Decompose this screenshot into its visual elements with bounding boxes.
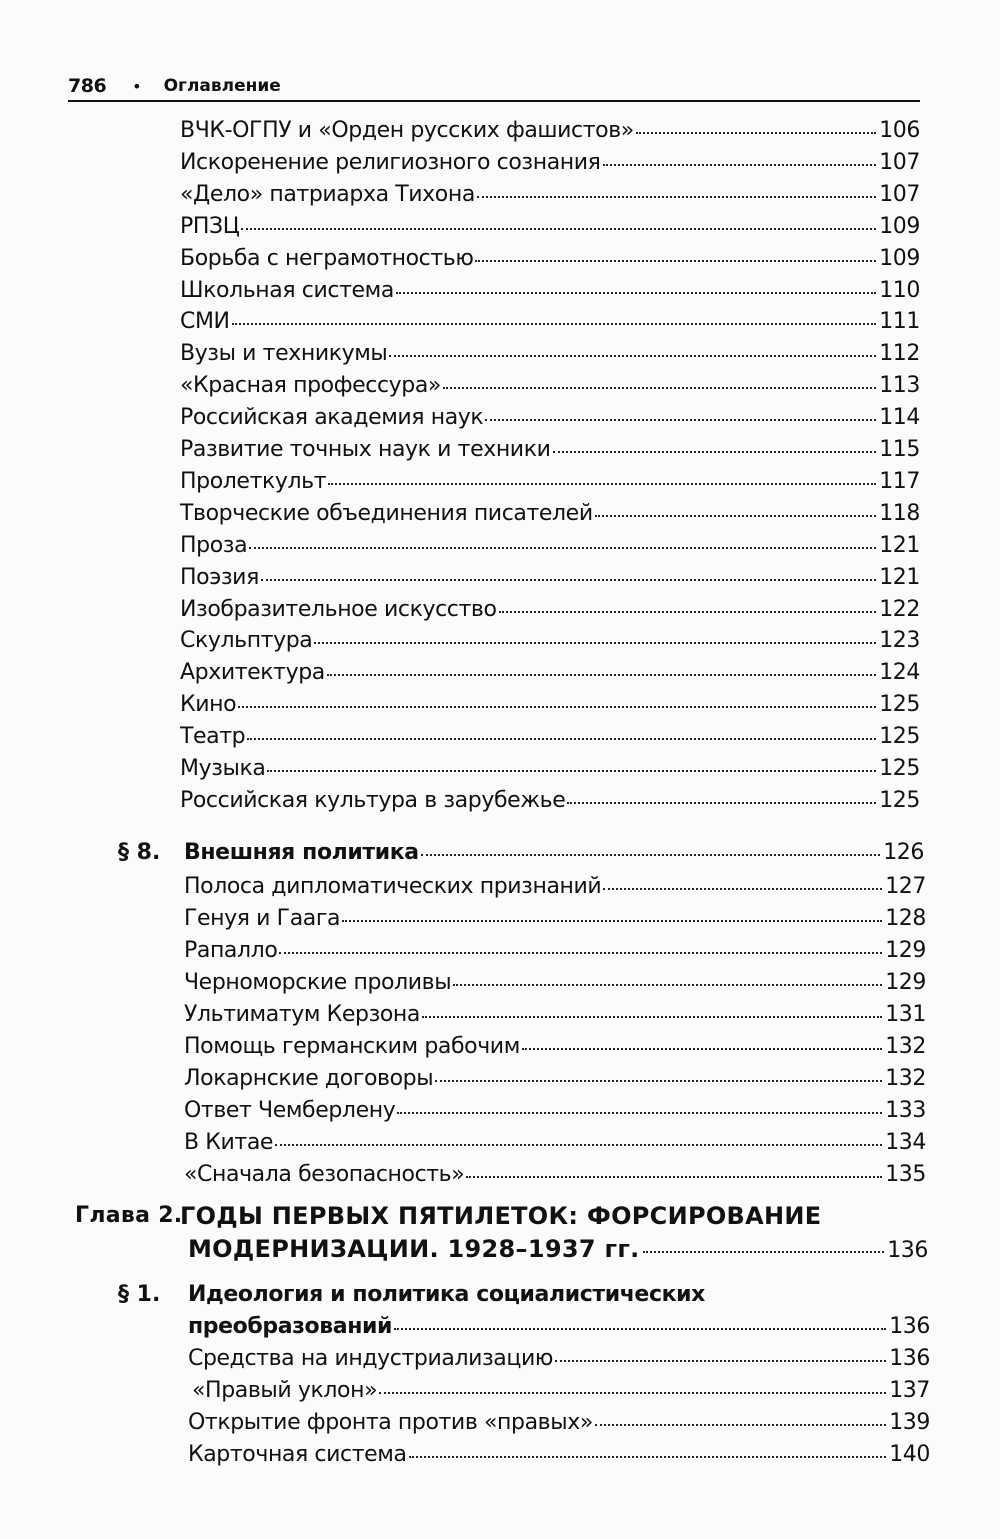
toc-entry-page: 127 (885, 874, 926, 899)
toc-entry (184, 936, 926, 966)
toc-entry-title: В Китае (184, 1130, 274, 1155)
toc-entry (180, 467, 920, 497)
toc-dot-leader (261, 579, 876, 581)
toc-dot-leader (499, 611, 877, 613)
toc-dot-leader (241, 228, 876, 230)
toc-entry (184, 1160, 926, 1190)
toc-dot-leader (397, 1112, 882, 1114)
toc-entry (184, 1096, 926, 1126)
toc-entry-title: Школьная система (180, 277, 394, 303)
toc-dot-leader (232, 323, 877, 325)
toc-entry-page: 111 (879, 309, 920, 335)
toc-dot-leader (453, 984, 882, 986)
toc-entry (184, 1064, 926, 1094)
toc-entry-title: Средства на индустриализацию (188, 1346, 553, 1371)
chapter-title-line (188, 1233, 928, 1267)
toc-entry-title: Искоренение религиозного сознания (180, 149, 601, 175)
toc-dot-leader (328, 483, 876, 485)
toc-entry-page: 136 (889, 1346, 930, 1371)
toc-entry-title: Российская культура в зарубежье (180, 787, 566, 813)
toc-dot-leader (553, 451, 877, 453)
toc-dot-leader (275, 1144, 882, 1146)
header-section-title: Оглавление (163, 76, 281, 96)
toc-dot-leader (603, 164, 877, 166)
toc-entry-title: преобразований (188, 1314, 393, 1339)
toc-entry (180, 690, 920, 720)
toc-dot-leader (238, 706, 876, 708)
toc-entry (184, 1032, 926, 1062)
toc-dot-leader (643, 1251, 885, 1253)
toc-entry-page: 107 (879, 149, 920, 175)
toc-dot-leader (522, 1048, 882, 1050)
toc-dot-leader (267, 770, 876, 772)
toc-entry-title: Помощь германским рабочим (184, 1034, 520, 1059)
toc-entry-page: 121 (879, 532, 920, 558)
toc-entry-page: 106 (879, 118, 920, 143)
toc-entry-title: Проза (180, 532, 248, 558)
toc-entry-page: 128 (885, 906, 926, 931)
section-title-line: Идеология и политика социалистических (188, 1282, 705, 1307)
toc-dot-leader (466, 1176, 882, 1178)
toc-entry-title: Скульптура (180, 628, 313, 654)
toc-entry (188, 1440, 930, 1470)
toc-entry (180, 531, 920, 561)
toc-entry-page: 137 (889, 1378, 930, 1403)
toc-entry-title: Полоса дипломатических признаний (184, 874, 602, 899)
toc-dot-leader (636, 132, 876, 134)
toc-entry (180, 339, 920, 369)
toc-entry (180, 563, 920, 593)
toc-entry-title: Карточная система (188, 1442, 407, 1467)
toc-entry-title: Борьба с неграмотностью (180, 245, 474, 271)
toc-entry-page: 124 (879, 660, 920, 686)
toc-entry-page: 129 (885, 970, 926, 995)
toc-entry-title: Кино (180, 692, 237, 718)
toc-entry (192, 1376, 930, 1406)
toc-entry (184, 968, 926, 998)
toc-dot-leader (279, 952, 882, 954)
toc-dot-leader (603, 888, 882, 890)
toc-dot-leader (595, 1424, 886, 1426)
toc-entry-page: 133 (885, 1098, 926, 1123)
toc-entry (180, 180, 920, 210)
toc-entry-title: Вузы и техникумы (180, 341, 388, 367)
toc-dot-leader (475, 260, 876, 262)
toc-entry-page: 132 (885, 1034, 926, 1059)
toc-entry-title: Российская академия наук (180, 405, 484, 431)
toc-dot-leader (567, 802, 876, 804)
toc-entry-title: Рапалло (184, 938, 278, 963)
header-bullet: • (132, 76, 142, 96)
toc-entry-page: 122 (879, 596, 920, 622)
toc-dot-leader (595, 515, 876, 517)
toc-entry-page: 129 (885, 938, 926, 963)
toc-entry (180, 371, 920, 401)
toc-entry (180, 244, 920, 274)
toc-entry (180, 786, 920, 816)
toc-entry-page: 112 (879, 341, 920, 367)
toc-entry-title: СМИ (180, 309, 230, 335)
chapter-page: 136 (887, 1238, 928, 1263)
toc-entry-title: Театр (180, 724, 246, 750)
toc-entry-title: Изобразительное искусство (180, 596, 497, 622)
toc-entry-page: 134 (885, 1130, 926, 1155)
toc-entry (180, 116, 920, 146)
chapter-title-text: МОДЕРНИЗАЦИИ. 1928–1937 гг. (188, 1235, 640, 1263)
toc-dot-leader (247, 738, 876, 740)
toc-dot-leader (435, 1080, 882, 1082)
toc-entry (184, 904, 926, 934)
toc-entry (184, 872, 926, 902)
toc-entry-title: Архитектура (180, 660, 325, 686)
toc-entry-page: 113 (879, 373, 920, 399)
toc-dot-leader (485, 419, 876, 421)
toc-entry (180, 276, 920, 306)
toc-entry-title: Открытие фронта против «правых» (188, 1410, 593, 1435)
page-number: 786 (68, 75, 107, 97)
toc-entry-page: 132 (885, 1066, 926, 1091)
toc-entry-page: 125 (879, 756, 920, 781)
toc-entry-page: 109 (879, 245, 920, 271)
toc-entry-title: «Красная профессура» (180, 373, 441, 399)
toc-dot-leader (422, 1016, 882, 1018)
toc-entry-page: 109 (879, 213, 920, 239)
toc-entry-page: 140 (889, 1442, 930, 1467)
toc-entry-title: Музыка (180, 756, 266, 781)
toc-dot-leader (409, 1456, 887, 1458)
toc-entry-page: 126 (883, 840, 924, 865)
toc-entry (180, 403, 920, 433)
toc-entry-page: 115 (879, 437, 920, 462)
toc-entry-title: Поэзия (180, 564, 259, 590)
toc-entry (188, 1408, 930, 1438)
toc-entry-title: Генуя и Гаага (184, 906, 341, 931)
toc-entry-title: РПЗЦ (180, 213, 240, 239)
toc-entry-page: 125 (879, 787, 920, 813)
toc-entry-page: 123 (879, 628, 920, 654)
toc-entry-page: 125 (879, 692, 920, 718)
toc-dot-leader (396, 292, 876, 294)
toc-entry-title: Развитие точных наук и техники (180, 437, 551, 462)
toc-entry (184, 838, 924, 868)
toc-entry-title: «Дело» патриарха Тихона (180, 181, 475, 207)
toc-dot-leader (443, 387, 876, 389)
toc-entry-title: Черноморские проливы (184, 970, 452, 995)
toc-entry-title: Ультиматум Керзона (184, 1002, 420, 1027)
toc-entry-page: 118 (879, 500, 920, 526)
toc-entry-title: «Правый уклон» (192, 1378, 378, 1403)
toc-entry (180, 212, 920, 242)
toc-entry-title: Ответ Чемберлену (184, 1098, 396, 1123)
toc-entry (180, 626, 920, 656)
toc-entry-page: 125 (879, 724, 920, 750)
section-number: § 1. (118, 1282, 161, 1307)
toc-entry (180, 307, 920, 337)
toc-entry-title: Внешняя политика (184, 840, 419, 865)
toc-entry (180, 148, 920, 178)
toc-entry (180, 435, 920, 465)
toc-dot-leader (342, 920, 882, 922)
chapter-number: Глава 2. (75, 1203, 183, 1228)
toc-entry-page: 121 (879, 564, 920, 590)
toc-dot-leader (389, 355, 876, 357)
toc-entry (180, 595, 920, 625)
toc-entry-page: 117 (879, 468, 920, 494)
toc-entry (188, 1312, 930, 1342)
toc-entry-page: 110 (879, 277, 920, 303)
section-number: § 8. (118, 840, 161, 865)
toc-entry (180, 754, 920, 784)
toc-entry (184, 1000, 926, 1030)
toc-dot-leader (394, 1328, 886, 1330)
toc-dot-leader (379, 1392, 886, 1394)
toc-dot-leader (327, 674, 876, 676)
toc-entry-page: 139 (889, 1410, 930, 1435)
toc-entry-page: 131 (885, 1002, 926, 1027)
toc-entry (180, 658, 920, 688)
toc-entry-title: Локарнские договоры (184, 1066, 434, 1091)
toc-dot-leader (249, 547, 876, 549)
toc-entry (180, 499, 920, 529)
toc-entry-page: 136 (889, 1314, 930, 1339)
toc-dot-leader (421, 854, 880, 856)
toc-dot-leader (477, 196, 876, 198)
toc-entry-title: Творческие объединения писателей (180, 500, 593, 526)
running-header (68, 72, 920, 102)
toc-dot-leader (314, 642, 876, 644)
toc-entry (188, 1344, 930, 1374)
toc-entry-title: «Сначала безопасность» (184, 1162, 465, 1187)
toc-entry-page: 114 (879, 405, 920, 431)
toc-dot-leader (555, 1360, 886, 1362)
toc-entry-title: Пролеткульт (180, 468, 327, 494)
toc-entry-page: 135 (885, 1162, 926, 1187)
toc-entry-page: 107 (879, 181, 920, 207)
toc-entry-title: ВЧК-ОГПУ и «Орден русских фашистов» (180, 118, 634, 143)
chapter-title-line: ГОДЫ ПЕРВЫХ ПЯТИЛЕТОК: ФОРСИРОВАНИЕ (180, 1202, 822, 1230)
toc-entry (180, 722, 920, 752)
toc-entry (184, 1128, 926, 1158)
